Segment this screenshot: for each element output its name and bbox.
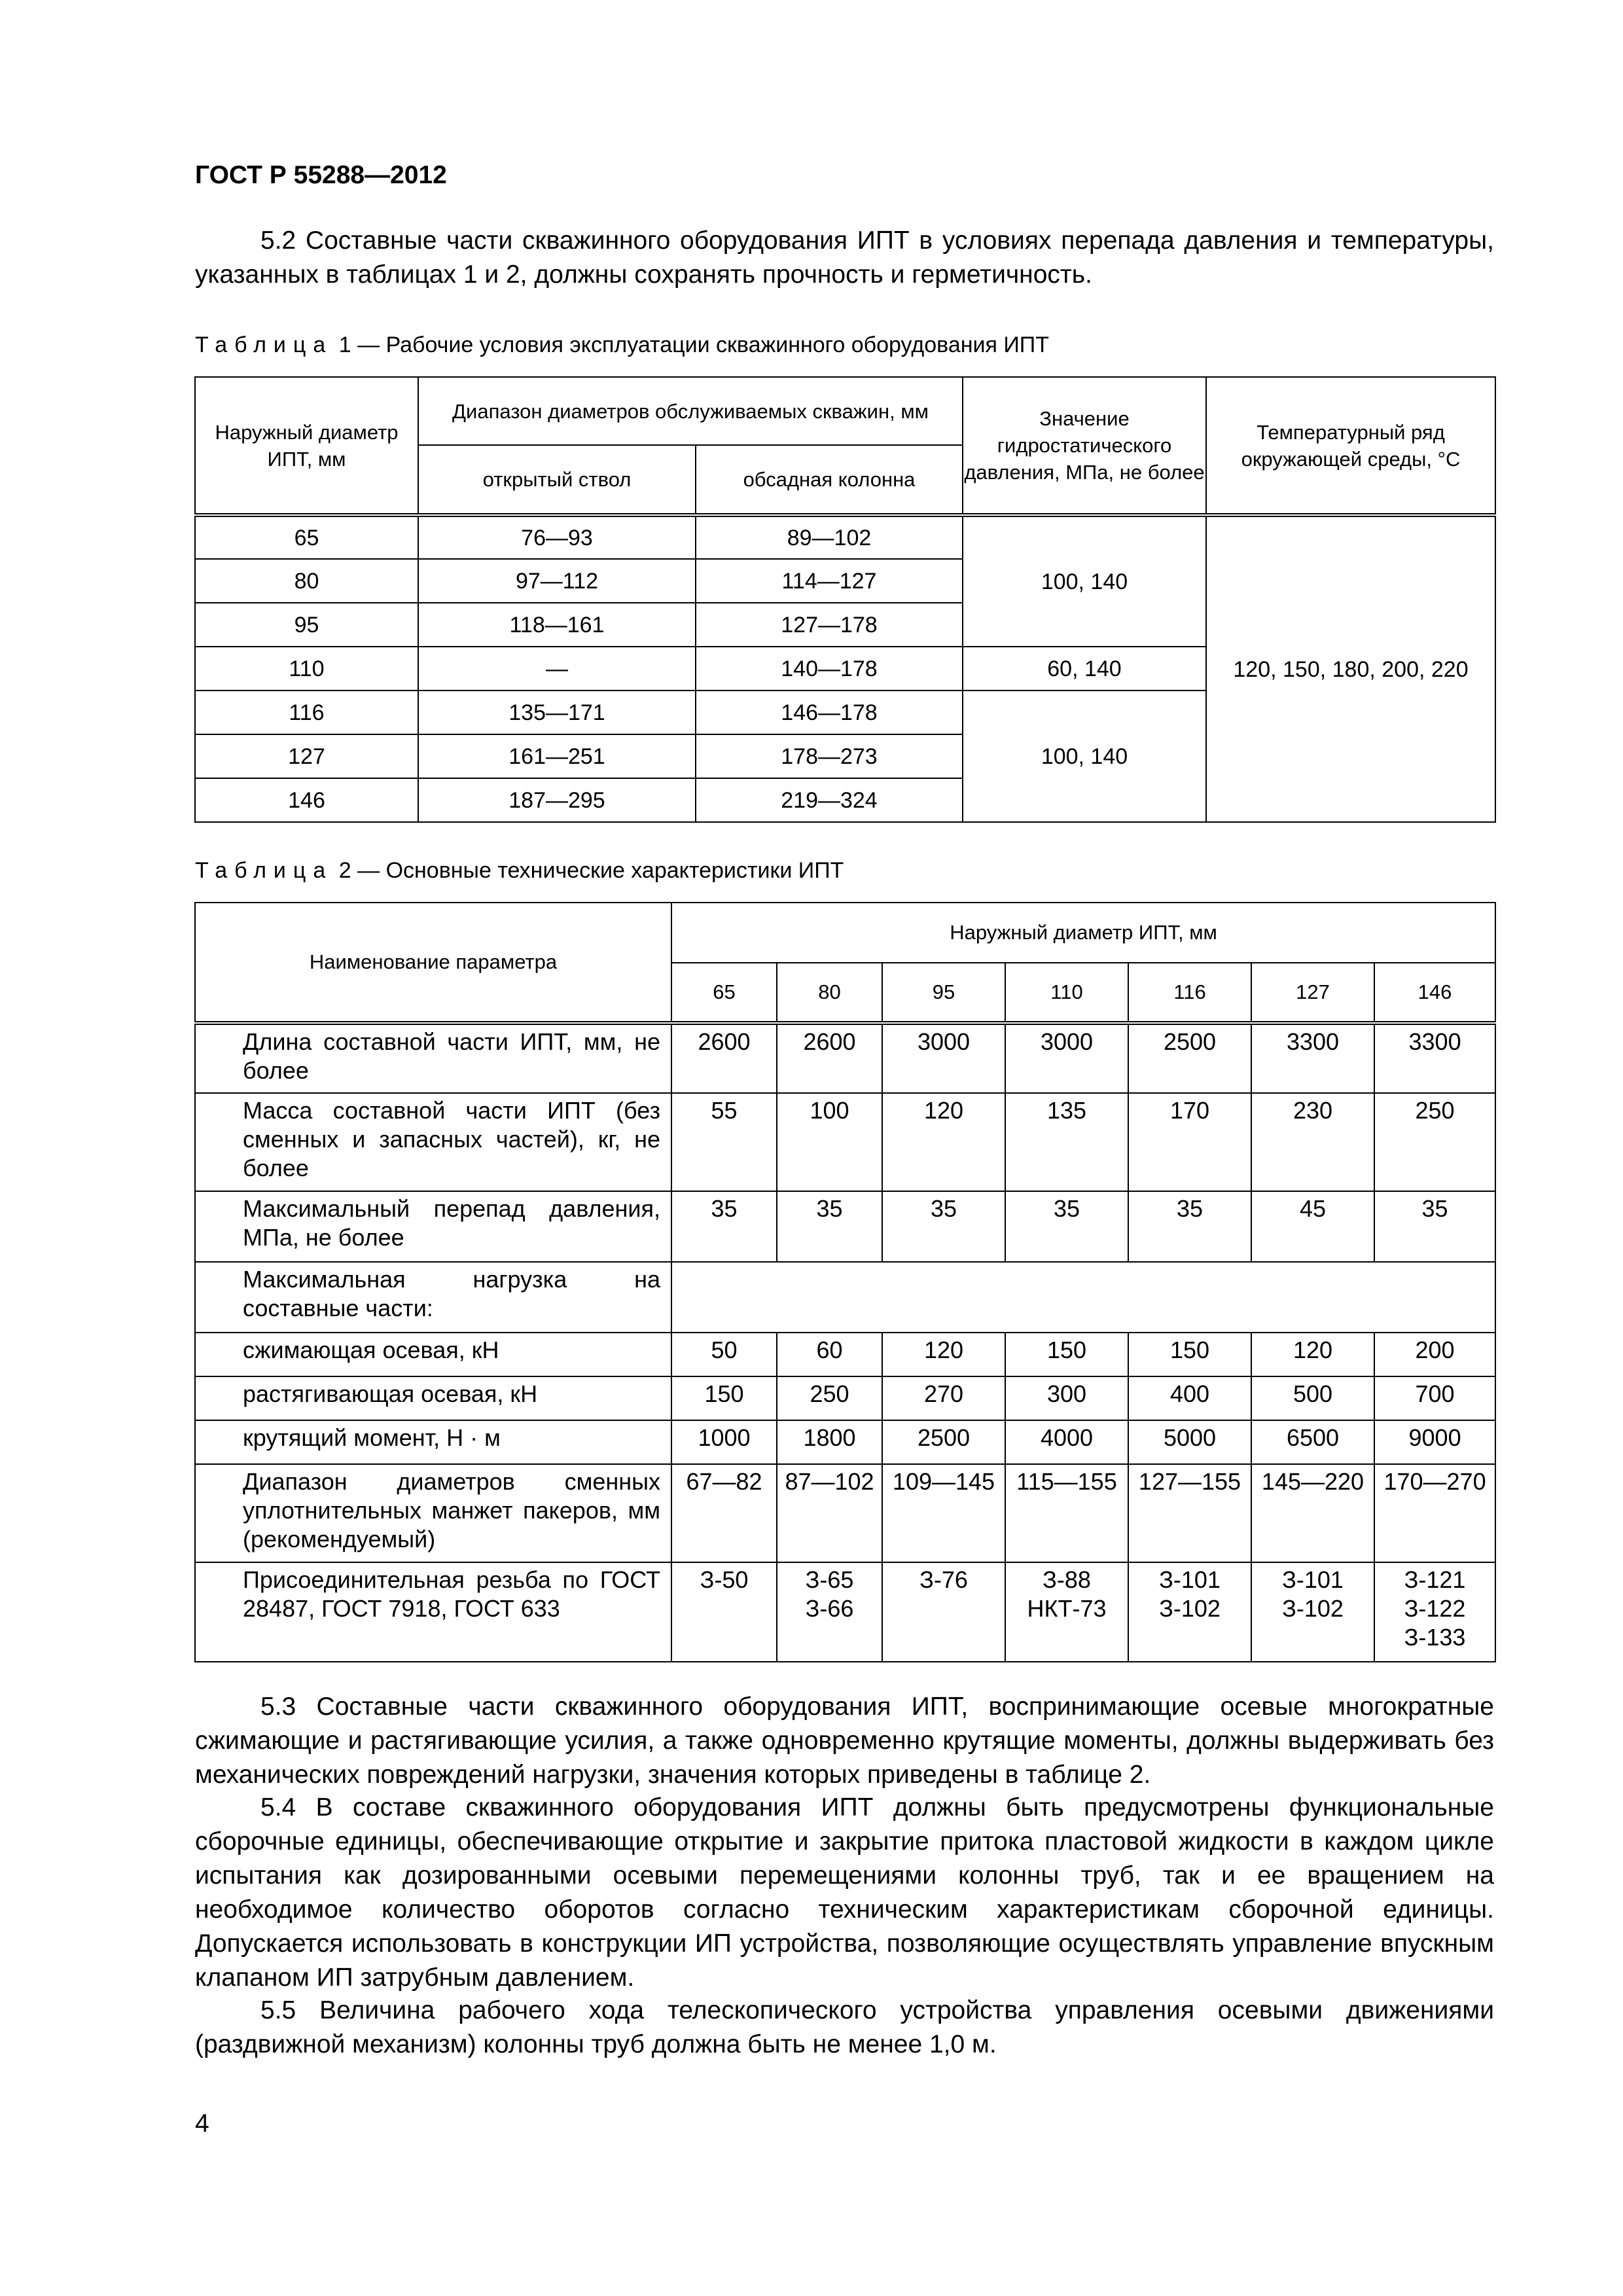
t1-cell: 146	[195, 778, 418, 822]
t2-cell: 55	[671, 1093, 777, 1191]
t2-diameter-header: 127	[1251, 963, 1374, 1023]
t2-cell: З-121 З-122 З-133	[1374, 1562, 1495, 1662]
paragraph-5-5-text: 5.5 Величина рабочего хода телескопического устройства управления осевыми движениями (раздвижной механизм) колонны труб должна быть не менее 1,0 м.	[195, 1996, 1494, 2058]
t2-cell: 35	[1005, 1191, 1128, 1262]
t1-cell: 127—178	[696, 603, 963, 647]
table-row	[195, 1464, 1495, 1562]
t2-cell: 2600	[777, 1023, 882, 1093]
table-operating-conditions	[194, 376, 1496, 823]
t1-cell: 76—93	[418, 515, 696, 559]
t2-cell: 1800	[777, 1420, 882, 1464]
paragraph-5-3-text: 5.3 Составные части скважинного оборудования ИПТ, воспринимающие осевые многократные сжимающие и растягивающие усилия, а также одновременно крутящие моменты, должны выдерживать без механических повреждений нагрузки, значения которых приведены в таблице 2.	[195, 1693, 1494, 1789]
t1-cell: 116	[195, 691, 418, 734]
t2-cell: 127—155	[1128, 1464, 1251, 1562]
paragraph-5-2-text: 5.2 Составные части скважинного оборудования ИПТ в условиях перепада давления и температуры, указанных в таблицах 1 и 2, должны сохранять прочность и герметичность.	[195, 226, 1494, 289]
t1-temperature-cell: 120, 150, 180, 200, 220	[1206, 515, 1495, 822]
t2-header-diameter: Наружный диаметр ИПТ, мм	[671, 903, 1495, 963]
t1-header-outer-diameter: Наружный диаметр ИПТ, мм	[195, 377, 418, 515]
t2-cell: 135	[1005, 1093, 1128, 1191]
t1-pressure-cell: 100, 140	[963, 515, 1206, 647]
t2-cell: 35	[671, 1191, 777, 1262]
t1-cell: 146—178	[696, 691, 963, 734]
t2-cell: 150	[671, 1376, 777, 1420]
t2-cell: 35	[1374, 1191, 1495, 1262]
t2-cell: 3000	[882, 1023, 1005, 1093]
t2-cell: З-65 З-66	[777, 1562, 882, 1662]
t2-empty-cell	[671, 1262, 1495, 1333]
t2-cell: 145—220	[1251, 1464, 1374, 1562]
t2-cell: 1000	[671, 1420, 777, 1464]
table1-caption-text: 1 — Рабочие условия эксплуатации скважинного оборудования ИПТ	[338, 332, 1049, 357]
t1-cell: 118—161	[418, 603, 696, 647]
t2-cell: 9000	[1374, 1420, 1495, 1464]
t2-cell: 35	[1128, 1191, 1251, 1262]
t2-param-cell: Диапазон диаметров сменных уплотнительных манжет пакеров, мм (рекомендуемый)	[195, 1464, 671, 1562]
t2-param-cell: Присоединительная резьба по ГОСТ 28487, ГОСТ 7918, ГОСТ 633	[195, 1562, 671, 1662]
document-header: ГОСТ Р 55288—2012	[195, 161, 447, 189]
t1-header-range: Диапазон диаметров обслуживаемых скважин, мм	[418, 377, 963, 445]
table2-caption	[195, 858, 844, 884]
table-row	[195, 1562, 1495, 1662]
t1-cell: 80	[195, 559, 418, 603]
t1-pressure-cell: 100, 140	[963, 691, 1206, 822]
t2-diameter-header: 110	[1005, 963, 1128, 1023]
paragraph-5-4	[195, 1791, 1494, 1995]
t2-param-cell: Масса составной части ИПТ (без сменных и запасных частей), кг, не более	[195, 1093, 671, 1191]
t2-param-cell: Максимальная нагрузка на составные части:	[195, 1262, 671, 1333]
t2-diameter-header: 95	[882, 963, 1005, 1023]
t2-cell: 109—145	[882, 1464, 1005, 1562]
t1-cell: 65	[195, 515, 418, 559]
t1-cell: 127	[195, 734, 418, 778]
paragraph-5-3	[195, 1690, 1494, 1792]
t2-cell: 4000	[1005, 1420, 1128, 1464]
t2-cell: З-101 З-102	[1251, 1562, 1374, 1662]
t1-cell: 114—127	[696, 559, 963, 603]
t2-cell: 230	[1251, 1093, 1374, 1191]
t2-cell: 150	[1128, 1333, 1251, 1376]
page-number: 4	[195, 2109, 209, 2138]
t2-cell: 500	[1251, 1376, 1374, 1420]
t2-cell: 3000	[1005, 1023, 1128, 1093]
t1-cell: —	[418, 647, 696, 691]
t2-cell: 170	[1128, 1093, 1251, 1191]
t2-cell: 45	[1251, 1191, 1374, 1262]
t2-cell: 250	[777, 1376, 882, 1420]
t2-cell: 400	[1128, 1376, 1251, 1420]
t2-cell: 2600	[671, 1023, 777, 1093]
t2-cell: 150	[1005, 1333, 1128, 1376]
table-row	[195, 1333, 1495, 1376]
t1-cell: 95	[195, 603, 418, 647]
t2-param-cell: Длина составной части ИПТ, мм, не более	[195, 1023, 671, 1093]
t2-param-cell: сжимающая осевая, кН	[195, 1333, 671, 1376]
table1-caption	[195, 332, 1049, 358]
table2-caption-word: Таблица	[195, 858, 333, 883]
t1-header-temperature: Температурный ряд окружающей среды, °С	[1206, 377, 1495, 515]
t2-diameter-header: 80	[777, 963, 882, 1023]
t2-cell: 60	[777, 1333, 882, 1376]
table-row	[195, 1420, 1495, 1464]
t2-cell: 200	[1374, 1333, 1495, 1376]
t1-cell: 97—112	[418, 559, 696, 603]
t2-cell: 5000	[1128, 1420, 1251, 1464]
table2-caption-text: 2 — Основные технические характеристики ИПТ	[338, 858, 844, 883]
t2-cell: 700	[1374, 1376, 1495, 1420]
table1-caption-word: Таблица	[195, 332, 333, 357]
paragraph-5-5	[195, 1994, 1494, 2062]
t2-param-cell: Максимальный перепад давления, МПа, не более	[195, 1191, 671, 1262]
table-technical-characteristics	[194, 902, 1496, 1662]
t1-cell: 187—295	[418, 778, 696, 822]
t2-param-cell: крутящий момент, Н · м	[195, 1420, 671, 1464]
t2-cell: 35	[882, 1191, 1005, 1262]
t2-cell: З-50	[671, 1562, 777, 1662]
t2-diameter-header: 116	[1128, 963, 1251, 1023]
table-row	[195, 1023, 1495, 1093]
t2-cell: 120	[882, 1333, 1005, 1376]
t2-cell: 2500	[882, 1420, 1005, 1464]
t2-header-param: Наименование параметра	[195, 903, 671, 1023]
t2-cell: З-88 НКТ-73	[1005, 1562, 1128, 1662]
t2-cell: 67—82	[671, 1464, 777, 1562]
t1-cell: 140—178	[696, 647, 963, 691]
t2-cell: 170—270	[1374, 1464, 1495, 1562]
t2-cell: 2500	[1128, 1023, 1251, 1093]
paragraph-5-2	[195, 224, 1494, 292]
t2-cell: 250	[1374, 1093, 1495, 1191]
t2-cell: 120	[1251, 1333, 1374, 1376]
t2-cell: 3300	[1251, 1023, 1374, 1093]
t1-cell: 178—273	[696, 734, 963, 778]
t2-cell: 87—102	[777, 1464, 882, 1562]
t2-cell: 300	[1005, 1376, 1128, 1420]
t1-cell: 135—171	[418, 691, 696, 734]
t1-cell: 89—102	[696, 515, 963, 559]
table-row	[195, 1191, 1495, 1262]
t2-cell: 270	[882, 1376, 1005, 1420]
t2-diameter-header: 65	[671, 963, 777, 1023]
table-row	[195, 515, 1495, 559]
t1-cell: 219—324	[696, 778, 963, 822]
t1-header-pressure: Значение гидростатического давления, МПа, не более	[963, 377, 1206, 515]
t2-cell: 35	[777, 1191, 882, 1262]
t2-cell: 3300	[1374, 1023, 1495, 1093]
t2-cell: 6500	[1251, 1420, 1374, 1464]
t2-cell: 50	[671, 1333, 777, 1376]
t2-cell: 100	[777, 1093, 882, 1191]
t1-header-casing: обсадная колонна	[696, 445, 963, 515]
t1-cell: 110	[195, 647, 418, 691]
t2-cell: З-76	[882, 1562, 1005, 1662]
table-row	[195, 1093, 1495, 1191]
t1-cell: 161—251	[418, 734, 696, 778]
t2-cell: З-101 З-102	[1128, 1562, 1251, 1662]
t2-param-cell: растягивающая осевая, кН	[195, 1376, 671, 1420]
t1-header-open-hole: открытый ствол	[418, 445, 696, 515]
paragraph-5-4-text: 5.4 В составе скважинного оборудования ИПТ должны быть предусмотрены функциональные сборочные единицы, обеспечивающие открытие и закрытие притока пластовой жидкости в каждом цикле испытания как дозированными осевыми перемещениями колонны труб, так и ее вращением на необходимое количество оборотов согласно техническим характеристикам сборочной единицы. Допускается использовать в конструкции ИП устройства, позволяющие осуществлять управление впускным клапаном ИП затрубным давлением.	[195, 1793, 1494, 1992]
table-row	[195, 1376, 1495, 1420]
t2-cell: 120	[882, 1093, 1005, 1191]
t2-cell: 115—155	[1005, 1464, 1128, 1562]
table-row	[195, 1262, 1495, 1333]
t1-pressure-cell: 60, 140	[963, 647, 1206, 691]
t2-diameter-header: 146	[1374, 963, 1495, 1023]
